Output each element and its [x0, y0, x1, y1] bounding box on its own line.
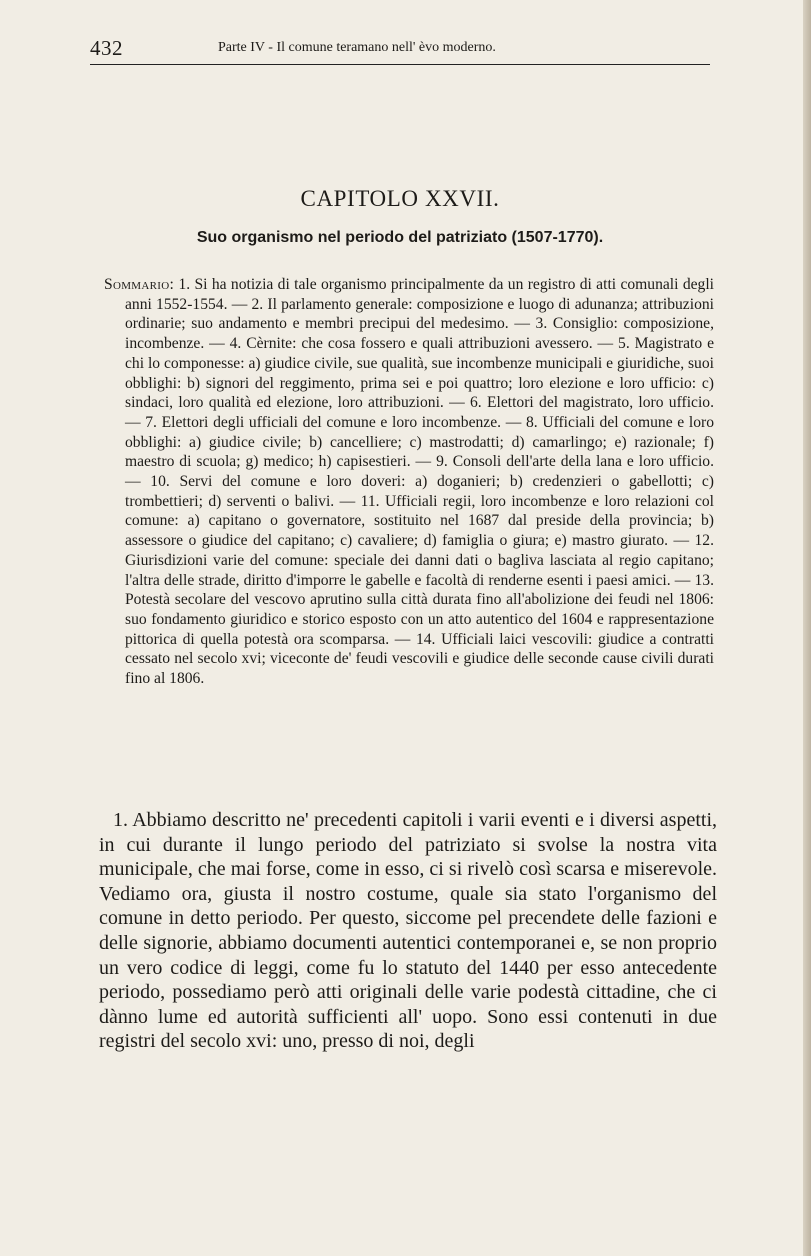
page-edge-shadow: [803, 0, 811, 1256]
summary-text: 1. Si ha notizia di tale organismo principalmente da un registro di atti comunali degli anni 1552-1554. — 2. Il parlamento generale: composizione e luogo di adunanza; attribuzioni ordinarie; suo andamento e membri precipui del medesimo. — 3. Consiglio: composizione, incombenze. — 4. Cèrnite: che cosa fossero e quali attribuzioni avessero. — 5. Magistrato e chi lo componesse: a) giudice civile, sue qualità, sue incombenze municipali e giuridiche, suoi obblighi: b) signori del reggimento, prima sei e poi quattro; loro elezione e loro ufficio: c) sindaci, loro qualità ed elezione, loro attribuzioni. — 6. Elettori del magistrato, loro ufficio. — 7. Elettori degli ufficiali del comune e loro incombenze. — 8. Ufficiali del comune e loro obblighi: a) giudice civile; b) cancelliere; c) mastrodatti; d) camarlingo; e) razionale; f) maestro di scuola; g) medico; h) capisestieri. — 9. Consoli dell'arte della lana e loro ufficio. — 10. Servi del comune e loro doveri: a) doganieri; b) credenzieri o gabellotti; c) trombettieri; d) serventi o balivi. — 11. Ufficiali regii, loro incombenze e loro relazioni col comune: a) capitano o governatore, sostituito nel 1687 dal preside della provincia; b) assessore o giudice del capitano; c) cavaliere; d) famiglia o giura; e) mastro giurato. — 12. Giurisdizioni varie del comune: speciale dei danni dati o bagliva lasciata al regio capitano; l'altra delle strade, diritto d'imporre le gabelle e facoltà di renderne esenti i paesi amici. — 13. Potestà secolare del vescovo aprutino sulla città durata fino all'abolizione dei feudi nel 1806: suo fondamento giuridico e storico esposto con un atto autentico del 1604 e rappresentazione pittorica di quella potestà ora scomparsa. — 14. Ufficiali laici vescovili: giudice a contratti cessato nel secolo xvi; viceconte de' feudi vescovili e giudice delle seconde cause civili durati fino al 1806.: [125, 276, 714, 688]
chapter-title: CAPITOLO XXVII.: [300, 186, 500, 211]
running-head: Parte IV - Il comune teramano nell' èvo moderno.: [218, 40, 496, 55]
summary-label: Sommario:: [104, 276, 175, 293]
page-number: 432: [90, 36, 123, 60]
chapter-summary: [104, 275, 714, 689]
header-rule: [90, 64, 710, 65]
page-header: [90, 30, 710, 60]
body-paragraph: 1. Abbiamo descritto ne' precedenti capitoli i varii eventi e i diversi aspetti, in cui durante il lungo periodo del patriziato si svolse la nostra vita municipale, che mai forse, come in esso, ci si rivelò così scarsa e miserevole. Vediamo ora, giusta il nostro costume, quale sia stato l'organismo del comune in detto periodo. Per questo, siccome pel precendete delle fazioni e delle signorie, abbiamo documenti autentici contemporanei e, se non proprio un vero codice di leggi, come fu lo statuto del 1440 per esso antecedente periodo, possediamo però atti originali delle varie podestà cittadine, che ci dànno lume ed autorità sufficienti all' uopo. Sono essi contenuti in due registri del secolo xvi: uno, presso di noi, degli: [99, 809, 717, 1053]
chapter-subtitle: Suo organismo nel periodo del patriziato (1507-1770).: [196, 229, 604, 246]
